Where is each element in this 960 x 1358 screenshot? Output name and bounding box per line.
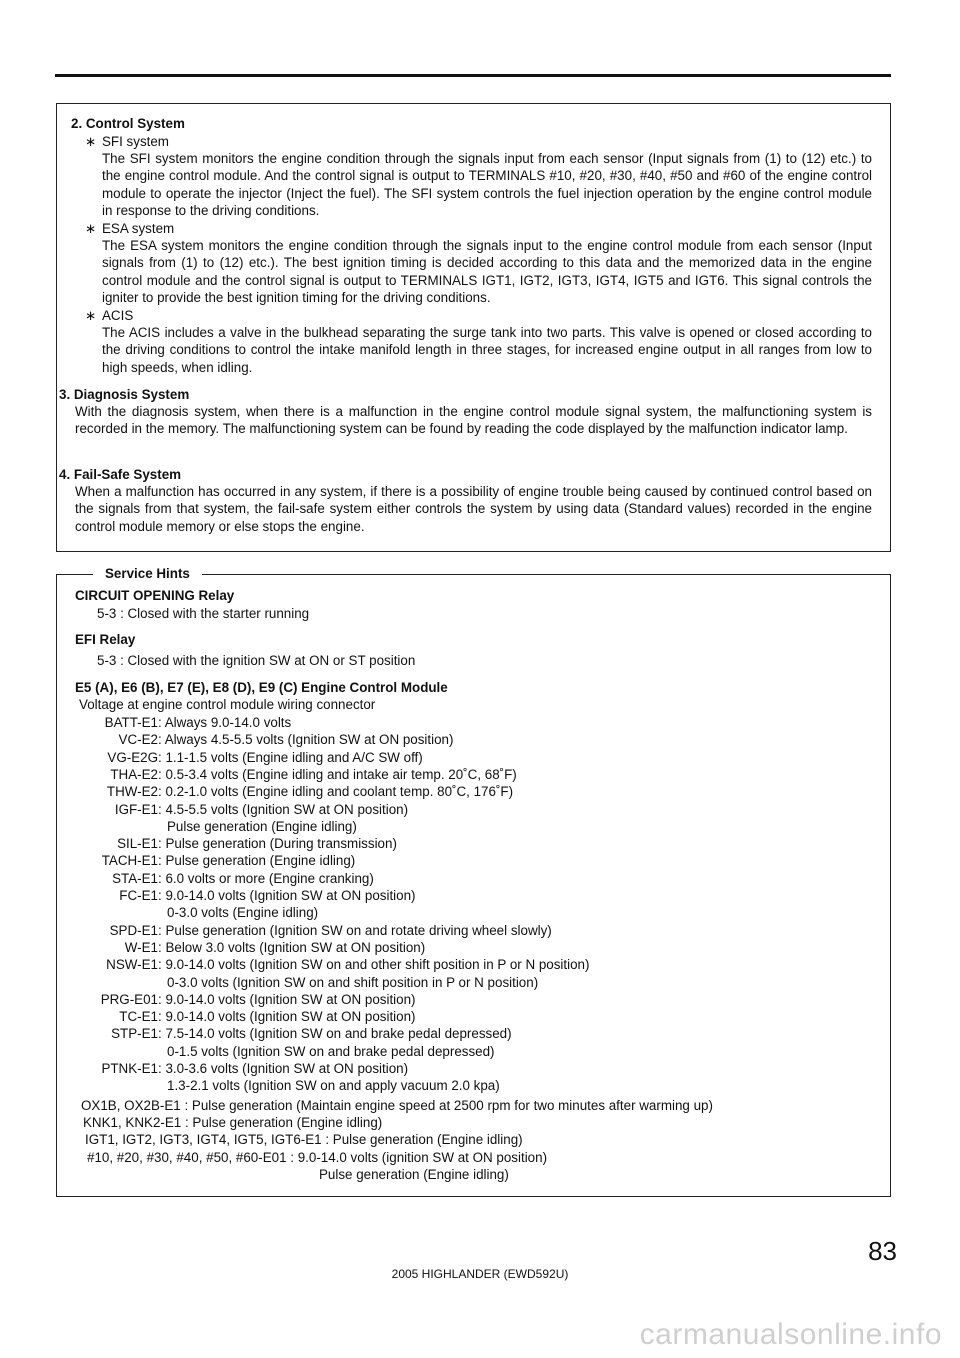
terminal-value: : Below 3.0 volts (Ignition SW at ON position) [158,939,426,955]
terminal-row [57,1077,877,1094]
terminal-label: NSW-E1 [106,957,158,973]
document-id: 2005 HIGHLANDER (EWD592U) [391,1267,569,1281]
failsafe-text: When a malfunction has occurred in any system, if there is a possibility of engine trouble being caused by continued control based on the signals from that system, the fail-safe system either controls the system by using data (Standard values) recorded in the engine control module memory or else stops the engine. [75,484,872,534]
terminal-label: VC-E2 [118,732,158,748]
diagnosis-heading: 3. Diagnosis System [59,387,190,402]
terminal-value: Pulse generation (Engine idling) [167,818,357,834]
terminal-value: 0-1.5 volts (Ignition SW on and brake pedal depressed) [167,1043,495,1059]
service-hints-box [56,566,891,1197]
terminal-row [57,801,877,818]
terminal-row [57,1043,877,1060]
terminal-row [57,1008,877,1025]
terminal-row [57,835,877,852]
terminal-label: PTNK-E1 [101,1061,158,1076]
terminal-label: STP-E1 [111,1026,158,1042]
bullet-icon: ∗ [85,134,97,149]
terminal-row [57,852,877,869]
page-number: 83 [868,1236,897,1266]
terminal-row [57,818,877,835]
terminal-row [57,1025,877,1042]
efi-relay-line: 5-3 : Closed with the ignition SW at ON or ST position [97,653,416,668]
terminal-value: 0-3.0 volts (Engine idling) [167,905,319,921]
terminal-row [57,870,877,887]
acis-title: ACIS [102,308,134,323]
terminal-row [57,904,877,921]
terminal-label: PRG-E01 [100,991,158,1007]
terminal-row-knk: KNK1, KNK2-E1 : Pulse generation (Engine idling) [83,1115,383,1130]
terminal-row [57,766,877,783]
esa-title: ESA system [102,221,175,236]
watermark: carmanualsonline.info [639,1318,942,1351]
terminal-value: : Pulse generation (Ignition SW on and rotate driving wheel slowly) [158,922,552,938]
terminal-value: : 3.0-3.6 volts (Ignition SW at ON position) [158,1061,409,1076]
terminal-value: 0-3.0 volts (Ignition SW on and shift position in P or N position) [167,974,539,990]
terminal-value: : Pulse generation (During transmission) [158,836,397,852]
terminal-value: : 9.0-14.0 volts (Ignition SW at ON position) [158,1009,416,1025]
circuit-opening-relay-line: 5-3 : Closed with the starter running [97,606,310,621]
terminal-value: : 1.1-1.5 volts (Engine idling and A/C SW off) [158,749,423,765]
terminal-value: : 6.0 volts or more (Engine cranking) [158,870,374,886]
terminal-row [57,887,877,904]
terminal-value: : Pulse generation (Engine idling) [158,853,356,869]
top-rule [55,74,891,77]
ecm-subtitle: Voltage at engine control module wiring connector [79,697,376,712]
terminal-label: TC-E1 [119,1009,158,1025]
terminal-row [57,956,877,973]
bullet-icon: ∗ [85,221,97,236]
terminal-label: IGF-E1 [114,801,158,817]
terminal-label: TACH-E1 [101,853,158,869]
sfi-text: The SFI system monitors the engine condition through the signals input from each sensor (Input signals from (1) to (12) etc.) to the engine control module. And the control signal is output to TERMINALS #10, #20, #30, #40, #50 and #60 of the engine control module to operate the injector (Inject the fuel). The SFI system controls the fuel injection operation by the engine control module in response to the driving conditions. [102,151,872,219]
terminal-value: : Always 4.5-5.5 volts (Ignition SW at ON position) [158,732,454,748]
circuit-opening-relay-title: CIRCUIT OPENING Relay [75,588,235,603]
terminal-label: FC-E1 [119,888,158,903]
terminal-value: : 7.5-14.0 volts (Ignition SW on and brake pedal depressed) [158,1026,512,1042]
diagnosis-text: With the diagnosis system, when there is a malfunction in the engine control module signal system, the malfunctioning system is recorded in the memory. The malfunctioning system can be found by reading the code displayed by the malfunction indicator lamp. [75,404,872,437]
terminal-label: THA-E2 [110,766,158,782]
esa-text: The ESA system monitors the engine condition through the signals input to the engine control module from each sensor (Input signals from (1) to (12) etc.). The best ignition timing is decided according to this data and the memorized data in the engine control module and the control signal is output to TERMINALS IGT1, IGT2, IGT3, IGT4, IGT5 and IGT6. This signal controls the igniter to provide the best ignition timing for the driving conditions. [102,238,872,306]
terminal-row-injector: #10, #20, #30, #40, #50, #60-E01 : 9.0-14.0 volts (ignition SW at ON position) [87,1150,548,1165]
terminal-row [57,749,877,766]
terminal-row [57,939,877,956]
control-system-heading: 2. Control System [71,116,185,131]
acis-text: The ACIS includes a valve in the bulkhead separating the surge tank into two parts. This valve is opened or closed according to the driving conditions to control the intake manifold length in three stages, for increased engine output in all ranges from low to high speeds, when idling. [102,325,872,375]
terminal-value: : 9.0-14.0 volts (Ignition SW on and other shift position in P or N position) [158,957,590,973]
bullet-icon: ∗ [85,308,97,323]
terminal-value: : 4.5-5.5 volts (Ignition SW at ON position) [158,801,409,817]
terminal-row [57,783,877,800]
terminal-row-igt: IGT1, IGT2, IGT3, IGT4, IGT5, IGT6-E1 : Pulse generation (Engine idling) [85,1132,523,1147]
terminal-value: : 0.2-1.0 volts (Engine idling and coolant temp. 80˚C, 176˚F) [158,784,514,800]
terminal-row [57,922,877,939]
efi-relay-title: EFI Relay [75,632,136,647]
terminal-label: BATT-E1 [104,715,158,730]
terminal-label: SPD-E1 [109,922,158,938]
terminal-label: STA-E1 [112,870,158,886]
system-description-box [56,103,891,552]
terminal-label: SIL-E1 [117,836,158,852]
terminal-value: : 9.0-14.0 volts (Ignition SW at ON position) [158,888,416,903]
terminal-row-ox: OX1B, OX2B-E1 : Pulse generation (Maintain engine speed at 2500 rpm for two minutes after warming up) [81,1098,713,1113]
terminal-row [57,714,877,731]
terminal-label: VG-E2G [107,749,158,765]
terminal-value: : Always 9.0-14.0 volts [158,715,292,730]
terminal-label: W-E1 [124,939,158,955]
sfi-title: SFI system [102,134,169,149]
terminal-value: 1.3-2.1 volts (Ignition SW on and apply vacuum 2.0 kpa) [167,1078,500,1094]
terminal-row-injector-cont: Pulse generation (Engine idling) [319,1167,509,1182]
terminal-row [57,974,877,991]
terminal-row [57,991,877,1008]
terminal-row [57,1060,877,1077]
ecm-title: E5 (A), E6 (B), E7 (E), E8 (D), E9 (C) Engine Control Module [75,680,448,695]
terminal-value: : 0.5-3.4 volts (Engine idling and intake air temp. 20˚C, 68˚F) [158,766,517,782]
failsafe-heading: 4. Fail-Safe System [59,467,182,482]
terminal-row [57,731,877,748]
terminal-value: : 9.0-14.0 volts (Ignition SW at ON position) [158,991,416,1007]
service-hints-legend: Service Hints [93,565,202,583]
terminal-label: THW-E2 [106,784,158,800]
